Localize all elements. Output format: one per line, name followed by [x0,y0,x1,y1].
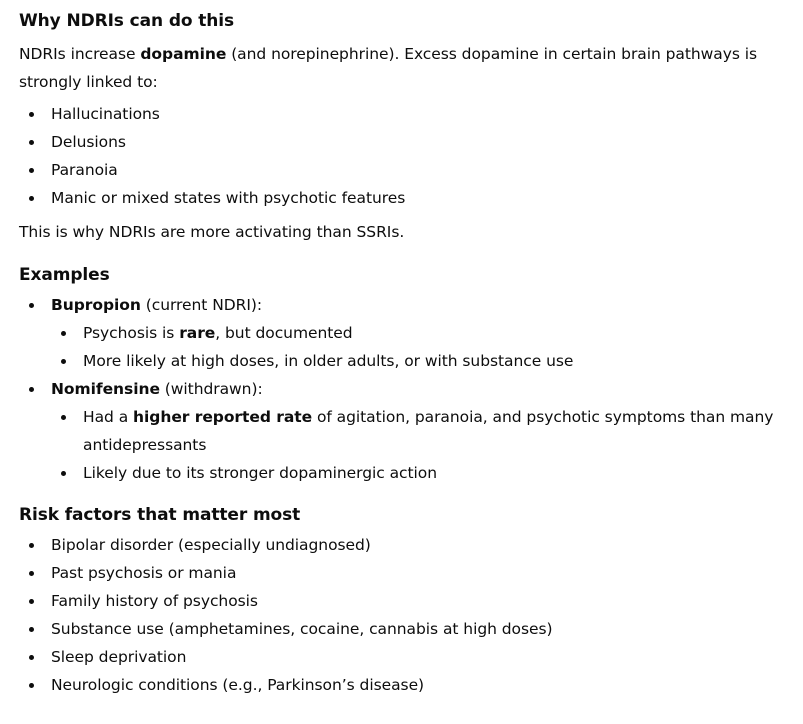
intro-bold-dopamine: dopamine [140,45,227,63]
symptom-list [19,100,779,212]
sub-bold-rare: rare [179,324,216,342]
list-item: More likely at high doses, in older adults, or with substance use [51,347,779,375]
list-item [51,403,779,459]
list-item: Hallucinations [19,100,779,128]
list-item-bupropion [19,291,779,375]
sub-text-post: , but documented [215,324,353,342]
list-item: Likely due to its stronger dopaminergic action [51,459,779,487]
list-item: Past psychosis or mania [19,559,779,587]
sub-text-pre: Psychosis is [83,324,180,342]
list-item: Paranoia [19,156,779,184]
section-heading-risk-factors: Risk factors that matter most [19,505,301,525]
drug-note-bupropion: (current NDRI): [140,296,263,314]
list-item: Bipolar disorder (especially undiagnosed) [19,531,779,559]
intro-text-pre: NDRIs increase [19,45,141,63]
nomifensine-sublist [51,403,779,487]
sub-text-pre: Had a [83,408,134,426]
section-heading-why-ndris: Why NDRIs can do this [19,11,235,31]
intro-paragraph [19,40,779,96]
section-heading-examples: Examples [19,265,110,285]
list-item: Substance use (amphetamines, cocaine, cannabis at high doses) [19,615,779,643]
list-item [51,319,779,347]
sub-bold-higher-rate: higher reported rate [133,408,313,426]
sub-text-post: of agitation, paranoia, and psychotic symptoms than many antidepressants [83,408,774,454]
examples-list [19,291,779,487]
list-item: Family history of psychosis [19,587,779,615]
list-item: Delusions [19,128,779,156]
drug-name-bupropion: Bupropion [51,296,141,314]
bupropion-sublist [51,319,779,375]
drug-note-nomifensine: (withdrawn): [159,380,263,398]
list-item-nomifensine [19,375,779,487]
list-item: Sleep deprivation [19,643,779,671]
intro-text-post: (and norepinephrine). Excess dopamine in certain brain pathways is strongly linked to: [19,45,758,91]
risk-factor-list [19,531,779,699]
drug-name-nomifensine: Nomifensine [51,380,160,398]
outro-paragraph: This is why NDRIs are more activating than SSRIs. [19,223,405,241]
list-item: Neurologic conditions (e.g., Parkinson’s disease) [19,671,779,699]
list-item: Manic or mixed states with psychotic features [19,184,779,212]
